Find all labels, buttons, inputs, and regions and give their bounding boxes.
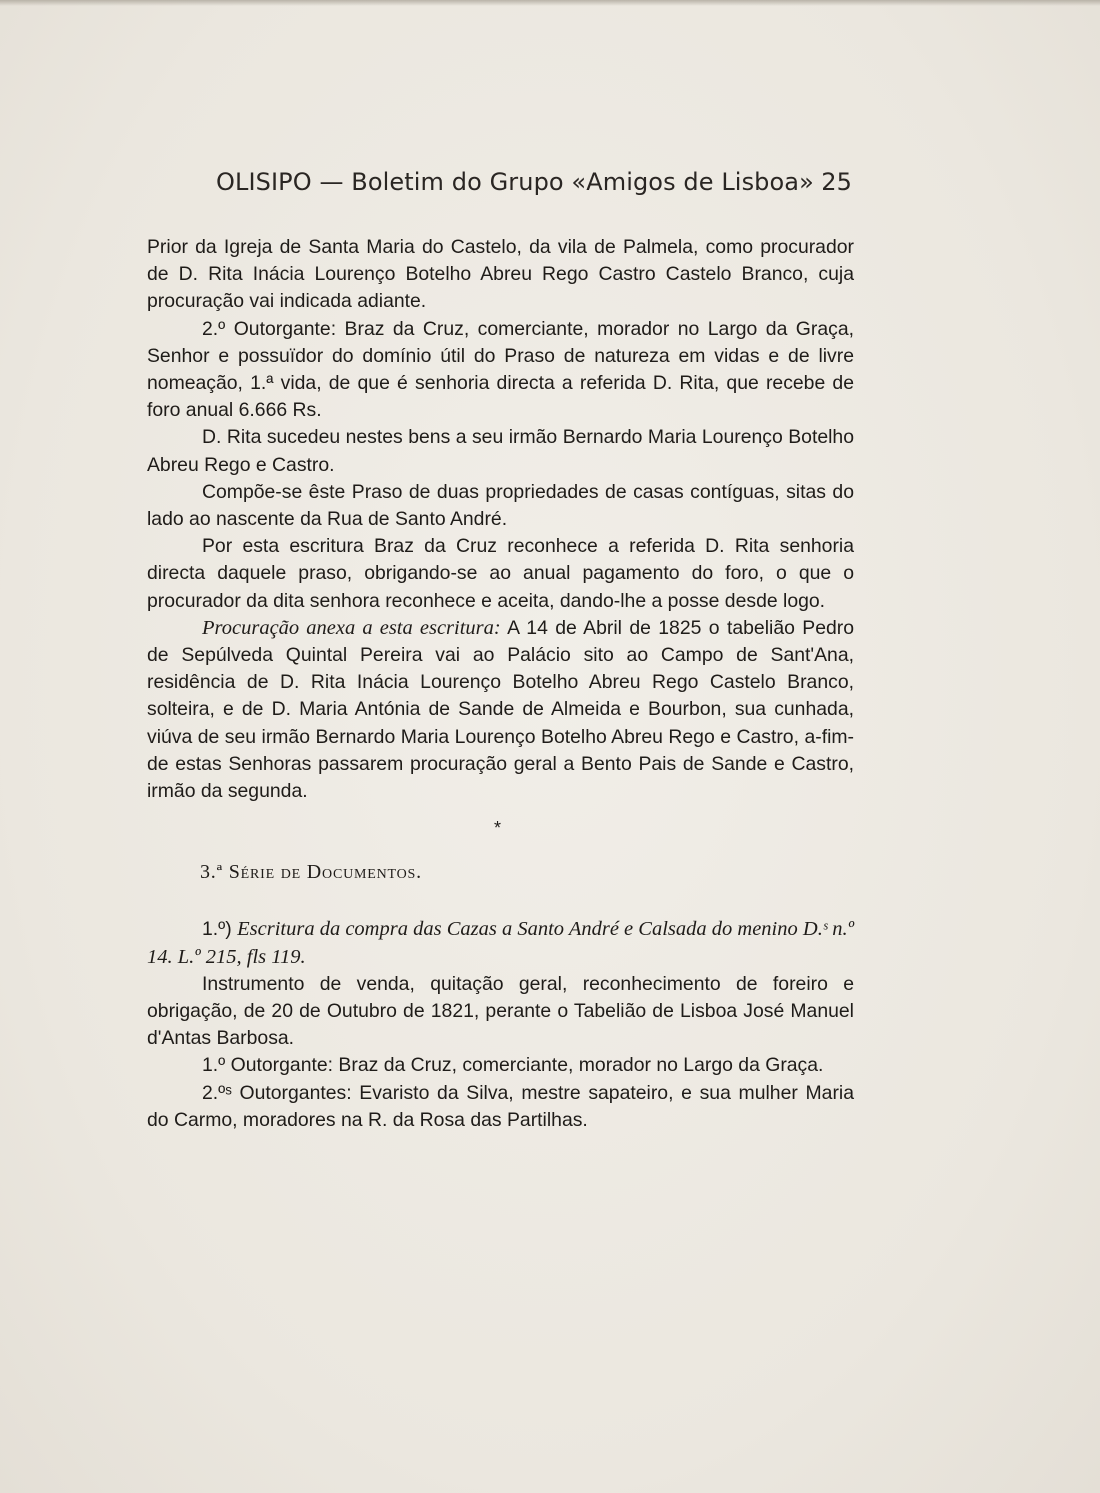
series-heading: 3.ª Série de Documentos. — [200, 861, 422, 884]
header-title: OLISIPO — Boletim do Grupo «Amigos de Lisboa» — [216, 168, 814, 196]
document-1-number: 1.º) — [202, 918, 232, 941]
body-text — [147, 234, 854, 1134]
paragraph-5: Por esta escritura Braz da Cruz reconhece a referida D. Rita senhoria directa daquele praso, obrigando-se ao anual pagamento do foro, o que o procurador da dita senhora reconhece e aceita, dando-lhe a posse desde logo. — [147, 535, 854, 612]
paragraph-9: 2.ºˢ Outorgantes: Evaristo da Silva, mestre sapateiro, e sua mulher Maria do Carmo, moradores na R. da Rosa das Partilhas. — [147, 1081, 854, 1131]
running-header — [216, 168, 852, 196]
page-number: 25 — [821, 168, 852, 196]
paragraph-2: 2.º Outorgante: Braz da Cruz, comerciante, morador no Largo da Graça, Senhor e possuïdor do domínio útil do Praso de natureza em vidas e de livre nomeação, 1.ª vida, de que é senhoria directa a referida D. Rita, que recebe de foro anual 6.666 Rs. — [147, 317, 854, 422]
paragraph-3: D. Rita sucedeu nestes bens a seu irmão Bernardo Maria Lourenço Botelho Abreu Rego e Castro. — [147, 426, 854, 476]
document-1-heading — [147, 916, 854, 970]
document-1-title: Escritura da compra das Cazas a Santo André e Calsada do menino D.ˢ n.º 14. L.º 215, fls 119. — [147, 918, 855, 968]
page-top-edge — [0, 0, 1100, 6]
section-separator: * — [494, 818, 502, 839]
paragraph-1: Prior da Igreja de Santa Maria do Castelo, da vila de Palmela, como procurador de D. Rita Inácia Lourenço Botelho Abreu Rego Castro Castelo Branco, cuja procuração vai indicada adiante. — [147, 236, 854, 313]
paragraph-7: Instrumento de venda, quitação geral, reconhecimento de foreiro e obrigação, de 20 de Outubro de 1821, perante o Tabelião de Lisboa José Manuel d'Antas Barbosa. — [147, 972, 854, 1050]
paragraph-4: Compõe-se êste Praso de duas propriedades de casas contíguas, sitas do lado ao nascente da Rua de Santo André. — [147, 480, 854, 531]
paragraph-6-text: A 14 de Abril de 1825 o tabelião Pedro de Sepúlveda Quintal Pereira vai ao Palácio sito ao Campo de Sant'Ana, residência de D. Rita Inácia Lourenço Botelho Abreu Rego Castelo Branco, solteira, e de D. Maria Antónia de Sande de Almeida e Bourbon, sua cunhada, viúva de seu irmão Bernardo Maria Lourenço Botelho Abreu Rego e Castro, a-fim-de estas Senhoras passarem procuração geral a Bento Pais de Sande e Castro, irmão da segunda. — [147, 616, 855, 803]
paragraph-6 — [147, 615, 854, 805]
paragraph-8: 1.º Outorgante: Braz da Cruz, comerciante, morador no Largo da Graça. — [202, 1054, 824, 1077]
paragraph-6-italic-lead: Procuração anexa a esta escritura: — [202, 616, 501, 639]
